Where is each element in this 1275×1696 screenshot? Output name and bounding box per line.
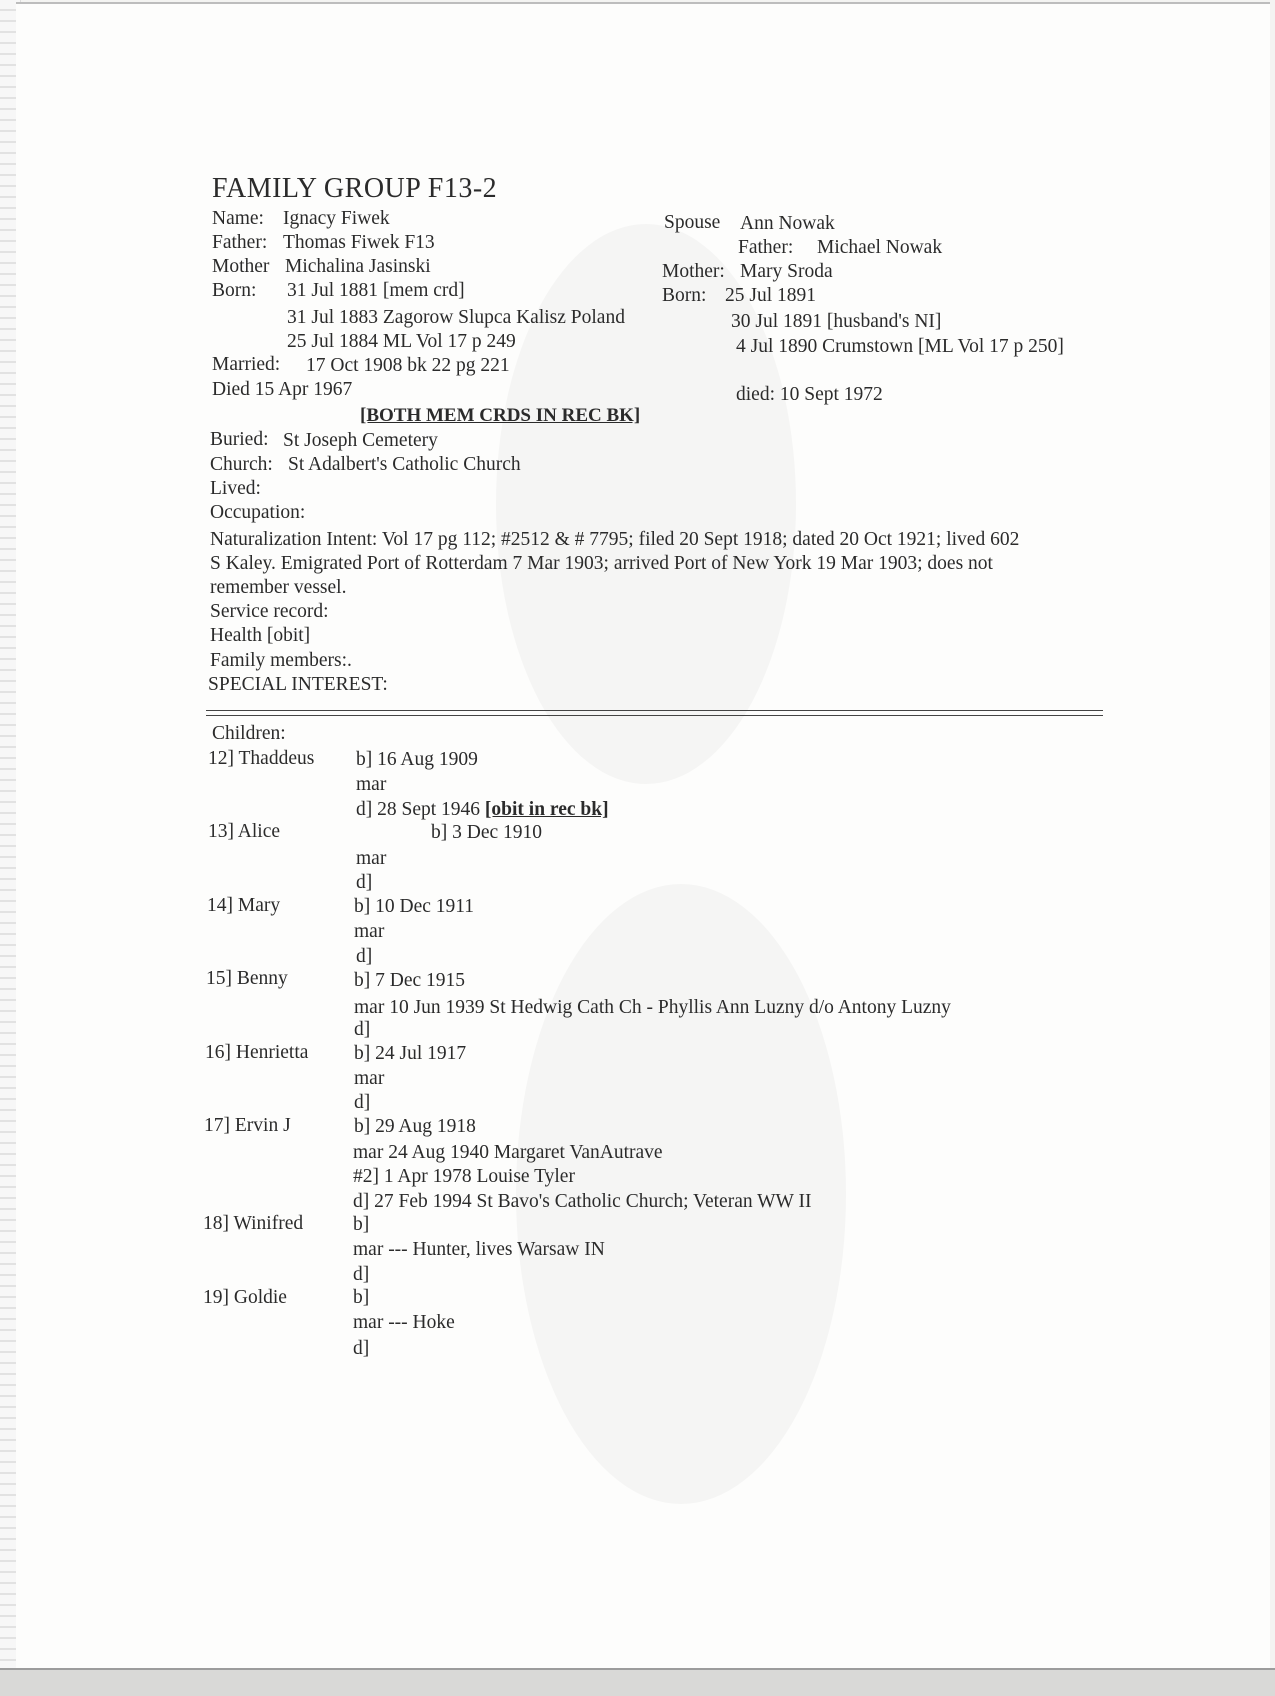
child-born: b] 3 Dec 1910 — [431, 822, 543, 843]
child-died: d] — [356, 946, 373, 967]
spouse-died: died: 10 Sept 1972 — [736, 384, 883, 405]
child-married: mar — [354, 1068, 385, 1089]
health-label: Health [obit] — [210, 625, 311, 646]
page-title: FAMILY GROUP F13-2 — [212, 173, 498, 204]
child-born: b] 10 Dec 1911 — [354, 896, 475, 917]
child-name: 14] Mary — [207, 895, 281, 916]
person-born-2: 31 Jul 1883 Zagorow Slupca Kalisz Poland — [287, 307, 625, 328]
spouse-label: Spouse — [664, 212, 721, 233]
special-interest-label: SPECIAL INTEREST: — [208, 674, 388, 695]
child-married: mar — [354, 921, 385, 942]
naturalization-line-2: S Kaley. Emigrated Port of Rotterdam 7 Mar 1903; arrived Port of New York 19 Mar 1903; does not — [210, 553, 993, 574]
buried-label: Buried: — [210, 429, 269, 450]
child-died: d] — [354, 1019, 371, 1040]
child-name: 15] Benny — [206, 968, 288, 989]
child-died: d] 28 Sept 1946 [obit in rec bk] — [356, 799, 609, 820]
family-members-label: Family members:. — [210, 650, 352, 671]
name-label: Name: — [212, 208, 264, 229]
child-married-2: #2] 1 Apr 1978 Louise Tyler — [353, 1166, 575, 1187]
occupation-label: Occupation: — [210, 502, 306, 523]
spouse-born-label: Born: — [662, 285, 707, 306]
spouse-name: Ann Nowak — [740, 213, 835, 234]
person-born-1: 31 Jul 1881 [mem crd] — [287, 280, 465, 301]
spouse-father: Michael Nowak — [817, 237, 943, 258]
child-married: mar --- Hunter, lives Warsaw IN — [353, 1239, 605, 1260]
spouse-born-1: 25 Jul 1891 — [725, 285, 817, 306]
person-born-3: 25 Jul 1884 ML Vol 17 p 249 — [287, 331, 516, 352]
child-married: mar — [356, 848, 387, 869]
mem-crds-note: [BOTH MEM CRDS IN REC BK] — [360, 405, 641, 426]
person-father: Thomas Fiwek F13 — [283, 232, 435, 253]
naturalization-line-1: Naturalization Intent: Vol 17 pg 112; #2512 & # 7795; filed 20 Sept 1918; dated 20 Oct 1921; lived 602 — [210, 529, 1020, 550]
divider-double-rule — [206, 710, 1103, 716]
child-died: d] — [356, 872, 373, 893]
mother-label: Mother — [212, 256, 270, 277]
born-label: Born: — [212, 280, 257, 301]
service-record-label: Service record: — [210, 601, 329, 622]
child-died: d] — [354, 1092, 371, 1113]
child-name: 18] Winifred — [203, 1213, 304, 1234]
child-born: b] — [353, 1287, 370, 1308]
child-married: mar 10 Jun 1939 St Hedwig Cath Ch - Phyllis Ann Luzny d/o Antony Luzny — [354, 997, 951, 1018]
father-label: Father: — [212, 232, 268, 253]
child-born: b] — [353, 1214, 370, 1235]
lived-label: Lived: — [210, 478, 261, 499]
naturalization-line-3: remember vessel. — [210, 577, 347, 598]
married-label: Married: — [212, 354, 281, 375]
spouse-born-2: 30 Jul 1891 [husband's NI] — [731, 311, 942, 332]
buried-value: St Joseph Cemetery — [283, 430, 438, 451]
child-died: d] — [353, 1264, 370, 1285]
children-heading: Children: — [212, 723, 286, 744]
child-born: b] 7 Dec 1915 — [354, 970, 466, 991]
spouse-mother-label: Mother: — [662, 261, 725, 282]
church-value: St Adalbert's Catholic Church — [288, 454, 521, 475]
child-name: 17] Ervin J — [204, 1115, 291, 1136]
child-married: mar 24 Aug 1940 Margaret VanAutrave — [353, 1142, 663, 1163]
child-name: 16] Henrietta — [205, 1042, 309, 1063]
page-bottom-edge — [0, 1668, 1275, 1696]
child-name: 13] Alice — [208, 821, 281, 842]
child-born: b] 29 Aug 1918 — [354, 1116, 476, 1137]
person-mother: Michalina Jasinski — [285, 256, 431, 277]
church-label: Church: — [210, 454, 273, 475]
child-married: mar — [356, 774, 387, 795]
spouse-father-label: Father: — [738, 237, 794, 258]
child-married: mar --- Hoke — [353, 1312, 455, 1333]
obit-note: [obit in rec bk] — [484, 799, 609, 820]
child-born: b] 16 Aug 1909 — [356, 749, 478, 770]
child-name: 19] Goldie — [203, 1287, 287, 1308]
person-name: Ignacy Fiwek — [283, 208, 390, 229]
person-died: Died 15 Apr 1967 — [212, 379, 353, 400]
spouse-born-3: 4 Jul 1890 Crumstown [ML Vol 17 p 250] — [736, 336, 1064, 357]
document-page — [16, 2, 1270, 1672]
child-born: b] 24 Jul 1917 — [354, 1043, 467, 1064]
child-name: 12] Thaddeus — [208, 748, 315, 769]
spouse-mother: Mary Sroda — [740, 261, 833, 282]
child-died: d] 27 Feb 1994 St Bavo's Catholic Church; Veteran WW II — [353, 1191, 812, 1212]
person-married: 17 Oct 1908 bk 22 pg 221 — [306, 355, 510, 376]
child-died: d] — [353, 1338, 370, 1359]
